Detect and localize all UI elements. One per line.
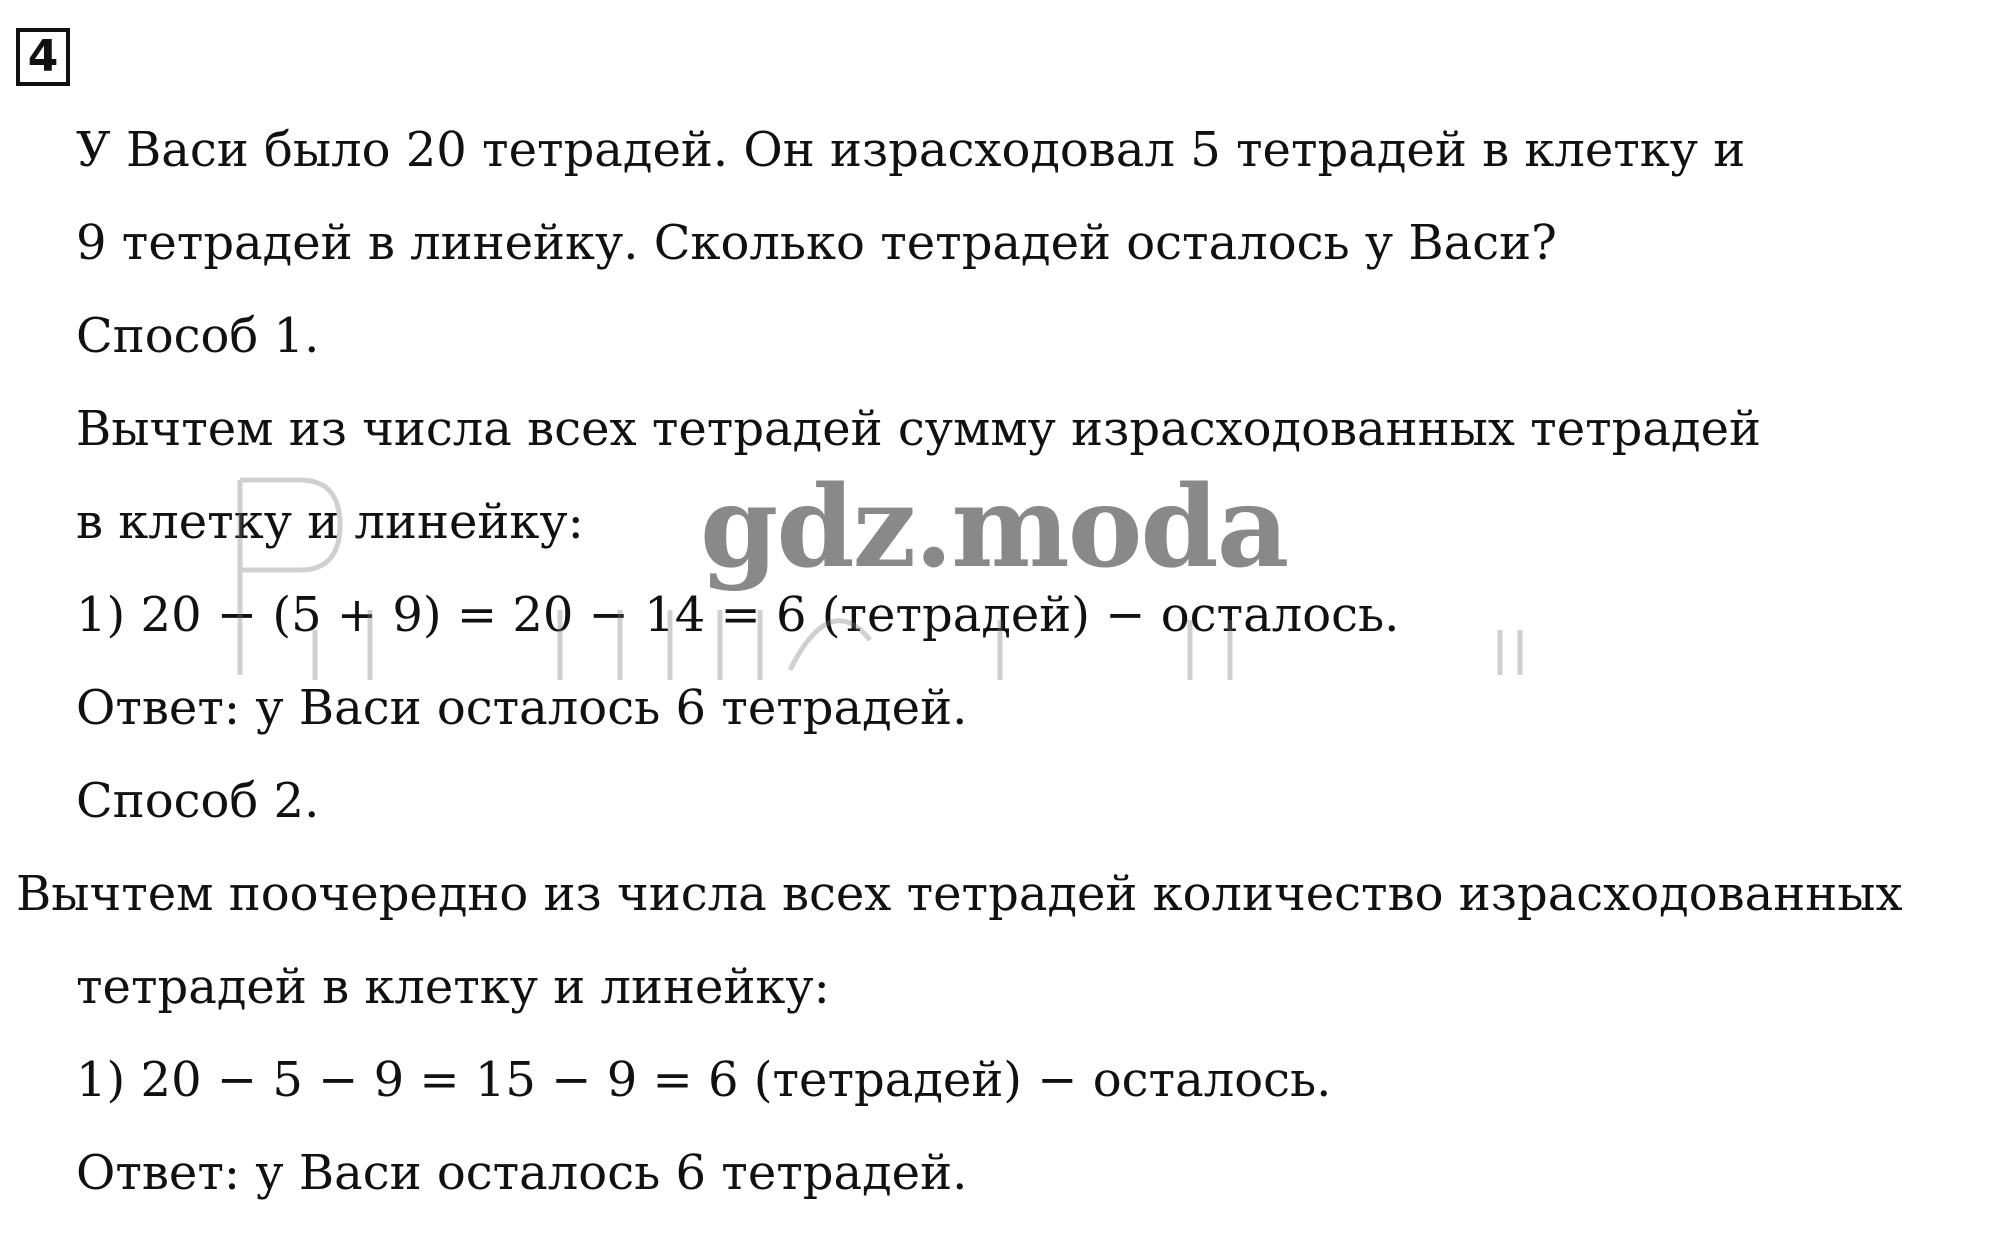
method-1-description-line-2: в клетку и линейку: [76, 494, 584, 550]
problem-text-line-2: 9 тетрадей в линейку. Сколько тетрадей осталось у Васи? [76, 215, 1557, 271]
method-2-heading: Способ 2. [76, 773, 320, 829]
method-2-description-line-1: Вычтем поочередно из числа всех тетрадей количество израсходованных [16, 866, 1903, 922]
task-number-box: 4 [16, 28, 70, 86]
method-2-answer: Ответ: у Васи осталось 6 тетрадей. [76, 1145, 968, 1201]
problem-text-line-1: У Васи было 20 тетрадей. Он израсходовал 5 тетрадей в клетку и [76, 122, 1746, 178]
method-1-equation: 1) 20 − (5 + 9) = 20 − 14 = 6 (тетрадей) − осталось. [76, 587, 1400, 643]
watermark-text: gdz.moda [700, 462, 1288, 593]
method-1-answer: Ответ: у Васи осталось 6 тетрадей. [76, 680, 968, 736]
method-2-equation: 1) 20 − 5 − 9 = 15 − 9 = 6 (тетрадей) − осталось. [76, 1052, 1332, 1108]
method-1-description-line-1: Вычтем из числа всех тетрадей сумму израсходованных тетрадей [76, 401, 1761, 457]
method-1-heading: Способ 1. [76, 308, 320, 364]
method-2-description-line-2: тетрадей в клетку и линейку: [76, 959, 830, 1015]
